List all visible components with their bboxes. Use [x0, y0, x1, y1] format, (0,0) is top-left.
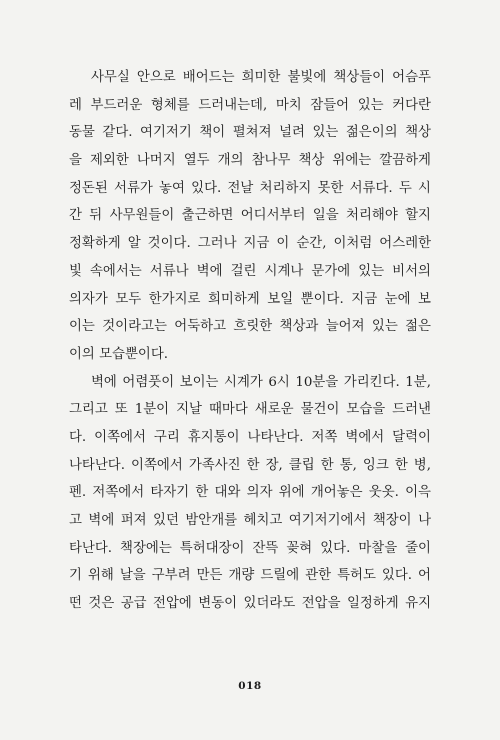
body-text: [69, 64, 431, 618]
text-line: 정돈된 서류가 놓여 있다. 전날 처리하지 못한 서류다. 두 시: [69, 180, 431, 196]
text-line: 빛 속에서는 서류나 벽에 걸린 시계나 문가에 있는 비서의: [69, 263, 431, 279]
text-line: 사무실 안으로 배어드는 희미한 불빛에 책상들이 어슴푸: [91, 70, 431, 85]
text-line: 그리고 또 1분이 지날 때마다 새로운 물건이 모습을 드러낸: [69, 402, 431, 418]
text-line: 이는 것이라고는 어둑하고 흐릿한 책상과 늘어져 있는 젊은: [69, 319, 431, 335]
text-line: 고 벽에 퍼져 있던 밤안개를 헤치고 여기저기에서 책장이 나: [69, 513, 431, 528]
text-line: 레 부드러운 형체를 드러내는데, 마치 잠들어 있는 커다란: [69, 97, 431, 113]
text-line: 펜. 저쪽에서 타자기 한 대와 의자 위에 개어놓은 웃옷. 이윽: [69, 485, 431, 501]
text-line: 다. 이쪽에서 구리 휴지통이 나타난다. 저쪽 벽에서 달력이: [69, 429, 431, 445]
text-line: 벽에 어렴풋이 보이는 시계가 6시 10분을 가리킨다. 1분,: [91, 374, 431, 390]
text-line: 떤 것은 공급 전압에 변동이 있더라도 전압을 일정하게 유지: [69, 596, 431, 612]
text-line: 간 뒤 사무원들이 출근하면 어디서부터 일을 처리해야 할지: [69, 208, 431, 224]
text-line: 의자가 모두 한가지로 희미하게 보일 뿐이다. 지금 눈에 보: [69, 291, 431, 307]
text-line: 이의 모습뿐이다.: [69, 346, 169, 362]
paragraph-1: [69, 64, 431, 369]
text-line: 나타난다. 이쪽에서 가족사진 한 장, 클립 한 통, 잉크 한 병,: [69, 457, 431, 473]
text-line: 동물 같다. 여기저기 책이 펼쳐져 널려 있는 젊은이의 책상: [69, 125, 431, 141]
text-line: 기 위해 날을 구부려 만든 개량 드릴에 관한 특허도 있다. 어: [69, 568, 431, 584]
page-number: 018: [238, 680, 262, 692]
text-line: 타난다. 책장에는 특허대장이 잔뜩 꽂혀 있다. 마찰을 줄이: [69, 540, 431, 556]
text-line: 정확하게 알 것이다. 그러나 지금 이 순간, 이처럼 어스레한: [69, 236, 431, 252]
paragraph-2: [69, 369, 431, 618]
text-line: 을 제외한 나머지 열두 개의 참나무 책상 위에는 깔끔하게: [69, 153, 431, 169]
